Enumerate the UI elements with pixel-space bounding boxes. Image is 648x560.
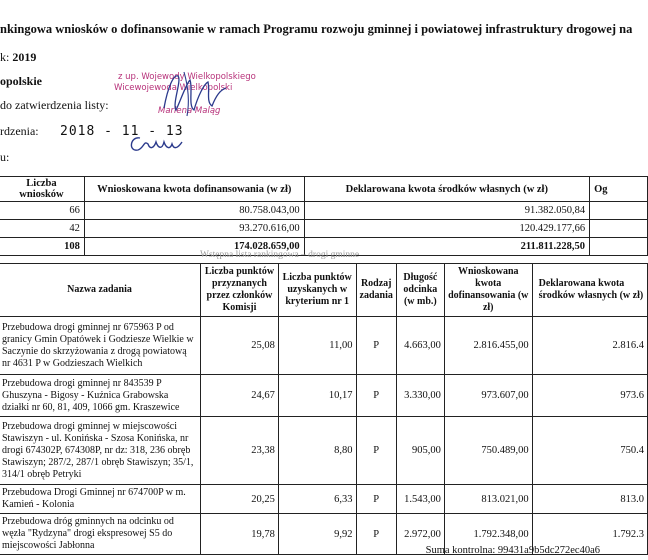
header-own-funds: Deklarowana kwota środków własnych (w zł) — [532, 264, 647, 317]
table-row — [0, 485, 648, 514]
summary-own: 120.429.177,66 — [304, 220, 589, 238]
summary-count: 66 — [0, 202, 84, 220]
header-task-name: Nazwa zadania — [0, 264, 201, 317]
summary-requested: 174.028.659,00 — [84, 238, 304, 256]
own-funds-value: 2.816.4 — [532, 317, 647, 375]
summary-header-total: Og — [590, 177, 648, 202]
own-funds-value: 750.4 — [532, 417, 647, 485]
requested-value: 973.607,00 — [444, 375, 532, 417]
summary-table — [0, 176, 648, 256]
task-type: P — [356, 485, 396, 514]
points-criterion: 6,33 — [278, 485, 356, 514]
summary-header-count: Liczba wniosków — [0, 177, 84, 202]
table-row — [0, 317, 648, 375]
points-criterion: 8,80 — [278, 417, 356, 485]
requested-value: 1.792.348,00 — [444, 514, 532, 555]
table-row — [0, 202, 648, 220]
approval-label: do zatwierdzenia listy: — [0, 98, 109, 112]
length-value: 4.663,00 — [396, 317, 444, 375]
task-name: Przebudowa dróg gminnych na odcinku od węzła "Rydzyna" drogi ekspresowej S5 do miejscowości Jabłonna — [0, 514, 201, 555]
task-name: Przebudowa drogi gminnej nr 843539 P Ghuszyna - Bigosy - Kuźnica Grabowska działki nr 60, 81, 409, 1066 gm. Kraszewice — [0, 375, 201, 417]
stamp-line-1: z up. Wojewody Wielkopolskiego — [118, 72, 256, 82]
header-task-type: Rodzaj zadania — [356, 264, 396, 317]
summary-extra — [590, 220, 648, 238]
length-value: 905,00 — [396, 417, 444, 485]
table-row — [0, 417, 648, 485]
summary-count: 42 — [0, 220, 84, 238]
signature-icon — [160, 66, 235, 121]
checksum: Suma kontrolna: 99431a9b5dc272ec40a6 — [425, 545, 600, 556]
header-points-criterion: Liczba punktów uzyskanych w kryterium nr 1 — [278, 264, 356, 317]
summary-header-requested: Wnioskowana kwota dofinansowania (w zł) — [84, 177, 304, 202]
summary-extra — [590, 202, 648, 220]
requested-value: 750.489,00 — [444, 417, 532, 485]
requested-value: 2.816.455,00 — [444, 317, 532, 375]
own-funds-value: 813.0 — [532, 485, 647, 514]
points-commission: 20,25 — [201, 485, 279, 514]
points-criterion: 9,92 — [278, 514, 356, 555]
summary-count: 108 — [0, 238, 84, 256]
header-requested: Wnioskowana kwota dofinansowania (w zł) — [444, 264, 532, 317]
year-row — [0, 50, 36, 65]
approval-date: 2018 - 11 - 13 — [60, 124, 184, 139]
summary-header-row — [0, 177, 648, 202]
stamp-name: Marlena Maląg — [158, 106, 221, 116]
summary-requested: 80.758.043,00 — [84, 202, 304, 220]
length-value: 2.972,00 — [396, 514, 444, 555]
document-title: nkingowa wniosków o dofinansowanie w ramach Programu rozwoju gminnej i powiatowej infrastruktury drogowej na — [0, 22, 633, 36]
task-name: Przebudowa Drogi Gminnej nr 674700P w m. Kamień - Kolonia — [0, 485, 201, 514]
task-name: Przebudowa drogi gminnej w miejscowości Stawiszyn - ul. Konińska - Szosa Konińska, nr drogi 674302P, 674308P, nr dz: 318, 236 obręb Stawiszyn; 287/2, 287/1 obręb Stawiszyn; 35/1, 314/1 obręb Petryki — [0, 417, 201, 485]
stamp-line-2: Wicewojewoda Wielkopolski — [114, 83, 233, 93]
points-commission: 25,08 — [201, 317, 279, 375]
header-length: Długość odcinka (w mb.) — [396, 264, 444, 317]
table-row — [0, 375, 648, 417]
points-commission: 23,38 — [201, 417, 279, 485]
header-points-commission: Liczba punktów przyznanych przez członków Komisji — [201, 264, 279, 317]
length-value: 3.330,00 — [396, 375, 444, 417]
other-label: u: — [0, 150, 10, 164]
own-funds-value: 1.792.3 — [532, 514, 647, 555]
table-row — [0, 220, 648, 238]
points-criterion: 11,00 — [278, 317, 356, 375]
task-type: P — [356, 514, 396, 555]
length-value: 1.543,00 — [396, 485, 444, 514]
points-commission: 24,67 — [201, 375, 279, 417]
summary-header-own: Deklarowana kwota środków własnych (w zł) — [304, 177, 589, 202]
date-label: rdzenia: — [0, 124, 39, 138]
year-value: 2019 — [12, 50, 37, 64]
list-caption: Wstępna lista rankingowa – drogi gminne — [200, 250, 360, 260]
year-label: k: — [0, 50, 10, 64]
task-name: Przebudowa drogi gminnej nr 675963 P od granicy Gmin Opatówek i Godziesze Wielkie w Saczynie do skrzyżowania z drogą powiatową nr 4631 P w Godzieszach Wielkich — [0, 317, 201, 375]
initials-signature-icon — [126, 130, 188, 156]
ranking-header-row — [0, 264, 648, 317]
requested-value: 813.021,00 — [444, 485, 532, 514]
summary-own: 211.811.228,50 — [304, 238, 589, 256]
summary-own: 91.382.050,84 — [304, 202, 589, 220]
ranking-table — [0, 263, 648, 555]
summary-extra — [590, 238, 648, 256]
task-type: P — [356, 317, 396, 375]
task-type: P — [356, 375, 396, 417]
points-commission: 19,78 — [201, 514, 279, 555]
voivodeship-name: opolskie — [0, 74, 43, 88]
task-type: P — [356, 417, 396, 485]
summary-requested: 93.270.616,00 — [84, 220, 304, 238]
points-criterion: 10,17 — [278, 375, 356, 417]
own-funds-value: 973.6 — [532, 375, 647, 417]
